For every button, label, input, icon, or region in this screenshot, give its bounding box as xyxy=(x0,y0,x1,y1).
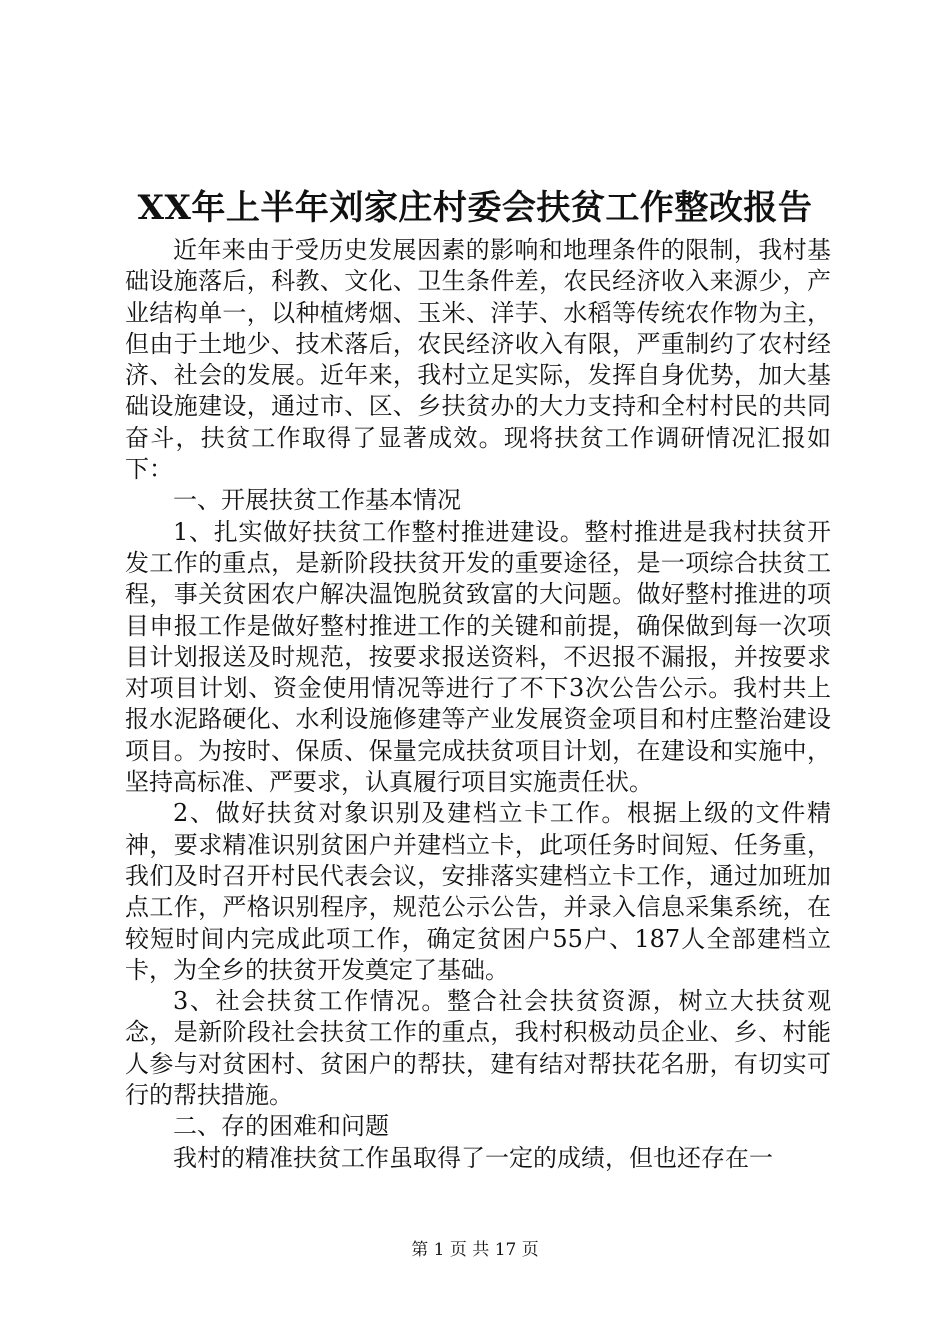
document-body xyxy=(125,235,831,1174)
section-heading-1: 一、开展扶贫工作基本情况 xyxy=(173,486,461,515)
document-title: XX年上半年刘家庄村委会扶贫工作整改报告 xyxy=(137,188,813,228)
item-paragraph-1: 1、扎实做好扶贫工作整村推进建设。整村推进是我村扶贫开发工作的重点，是新阶段扶贫开发的重要途径，是一项综合扶贫工程，事关贫困农户解决温饱脱贫致富的大问题。做好整村推进的项目申报工作是做好整村推进工作的关键和前提，确保做到每一次项目计划报送及时规范，按要求报送资料，不迟报不漏报，并按要求对项目计划、资金使用情况等进行了不下3次公告公示。我村共上报水泥路硬化、水利设施修建等产业发展资金项目和村庄整治建设项目。为按时、保质、保量完成扶贫项目计划，在建设和实施中，坚持高标准、严要求，认真履行项目实施责任状。 xyxy=(125,517,831,797)
item-paragraph-2: 2、做好扶贫对象识别及建档立卡工作。根据上级的文件精神，要求精准识别贫困户并建档立卡，此项任务时间短、任务重，我们及时召开村民代表会议，安排落实建档立卡工作，通过加班加点工作，严格识别程序，规范公示公告，并录入信息采集系统，在较短时间内完成此项工作，确定贫困户55户、187人全部建档立卡，为全乡的扶贫开发奠定了基础。 xyxy=(125,799,831,984)
item-paragraph-3: 3、社会扶贫工作情况。整合社会扶贫资源，树立大扶贫观念，是新阶段社会扶贫工作的重点，我村积极动员企业、乡、村能人参与对贫困村、贫困户的帮扶，建有结对帮扶花名册，有切实可行的帮扶措施。 xyxy=(125,987,831,1110)
section-heading-2: 二、存的困难和问题 xyxy=(173,1112,389,1141)
closing-paragraph: 我村的精准扶贫工作虽取得了一定的成绩，但也还存在一 xyxy=(173,1143,773,1172)
page-number: 第 1 页 共 17 页 xyxy=(411,1240,539,1260)
intro-paragraph: 近年来由于受历史发展因素的影响和地理条件的限制，我村基础设施落后，科教、文化、卫生条件差，农民经济收入来源少，产业结构单一，以种植烤烟、玉米、洋芋、水稻等传统农作物为主，但由于土地少、技术落后，农民经济收入有限，严重制约了农村经济、社会的发展。近年来，我村立足实际，发挥自身优势，加大基础设施建设，通过市、区、乡扶贫办的大力支持和全村村民的共同奋斗，扶贫工作取得了显著成效。现将扶贫工作调研情况汇报如下： xyxy=(125,236,831,484)
